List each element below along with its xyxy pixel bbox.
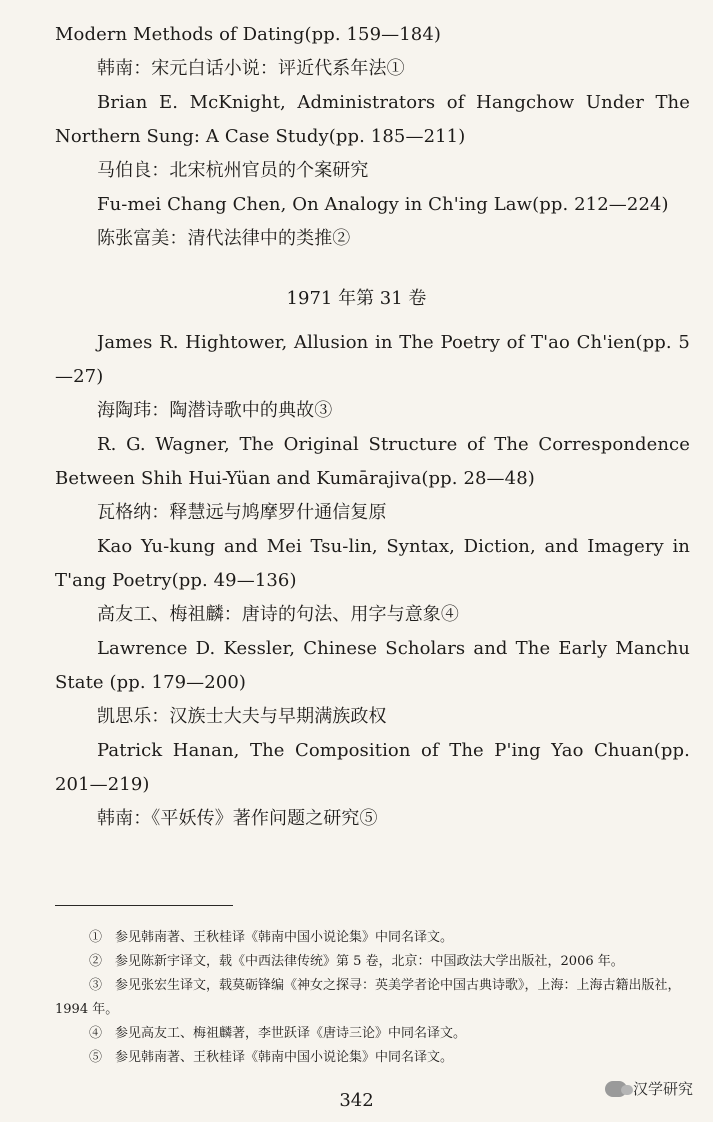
entry-line: 海陶玮：陶潜诗歌中的典故③ (97, 400, 333, 421)
section-heading: 1971 年第 31 卷 (286, 288, 427, 309)
footnote: ④ 参见高友工、梅祖麟著，李世跃译《唐诗三论》中同名译文。 (89, 1026, 467, 1041)
entry-line: R. G. Wagner, The Original Structure of The Correspondence Between Shih Hui-Yüan and Kumārajiva(pp. 28—48) (55, 434, 690, 489)
entry-line: 马伯良：北宋杭州官员的个案研究 (97, 160, 369, 181)
wechat-icon (605, 1081, 627, 1097)
watermark (605, 1078, 693, 1099)
page-number: 342 (339, 1090, 374, 1111)
entry-line: 韩南：《平妖传》著作问题之研究⑤ (97, 808, 378, 829)
footnote-divider (55, 905, 233, 906)
watermark-text: 汉学研究 (632, 1080, 693, 1098)
entry-line: 凯思乐：汉族士大夫与早期满族政权 (97, 706, 387, 727)
entry-line: Patrick Hanan, The Composition of The P'ing Yao Chuan(pp. 201—219) (55, 740, 690, 795)
footnote: ① 参见韩南著、王秋桂译《韩南中国小说论集》中同名译文。 (89, 930, 454, 945)
footnote: ③ 参见张宏生译文，载莫砺锋编《神女之探寻：英美学者论中国古典诗歌》，上海：上海古籍出版社，1994 年。 (55, 978, 681, 1017)
entry-line: 韩南：宋元白话小说：评近代系年法① (97, 58, 405, 79)
entry-line: James R. Hightower, Allusion in The Poetry of T'ao Ch'ien(pp. 5—27) (55, 332, 690, 387)
footnote: ② 参见陈新宇译文，载《中西法律传统》第 5 卷，北京：中国政法大学出版社，2006 年。 (89, 954, 624, 969)
entry-line: Lawrence D. Kessler, Chinese Scholars and The Early Manchu State (pp. 179—200) (55, 638, 690, 693)
entry-line: Fu-mei Chang Chen, On Analogy in Ch'ing Law(pp. 212—224) (97, 194, 669, 215)
entry-line: Brian E. McKnight, Administrators of Hangchow Under The Northern Sung: A Case Study(pp. 185—211) (55, 92, 690, 147)
entry-line: 陈张富美：清代法律中的类推② (97, 228, 351, 249)
entry-line: 高友工、梅祖麟：唐诗的句法、用字与意象④ (97, 604, 459, 625)
entry-line: Kao Yu-kung and Mei Tsu-lin, Syntax, Diction, and Imagery in T'ang Poetry(pp. 49—136) (55, 536, 690, 591)
entry-line: Modern Methods of Dating(pp. 159—184) (55, 24, 442, 45)
footnote: ⑤ 参见韩南著、王秋桂译《韩南中国小说论集》中同名译文。 (89, 1050, 454, 1065)
entry-line: 瓦格纳：释慧远与鸠摩罗什通信复原 (97, 502, 387, 523)
